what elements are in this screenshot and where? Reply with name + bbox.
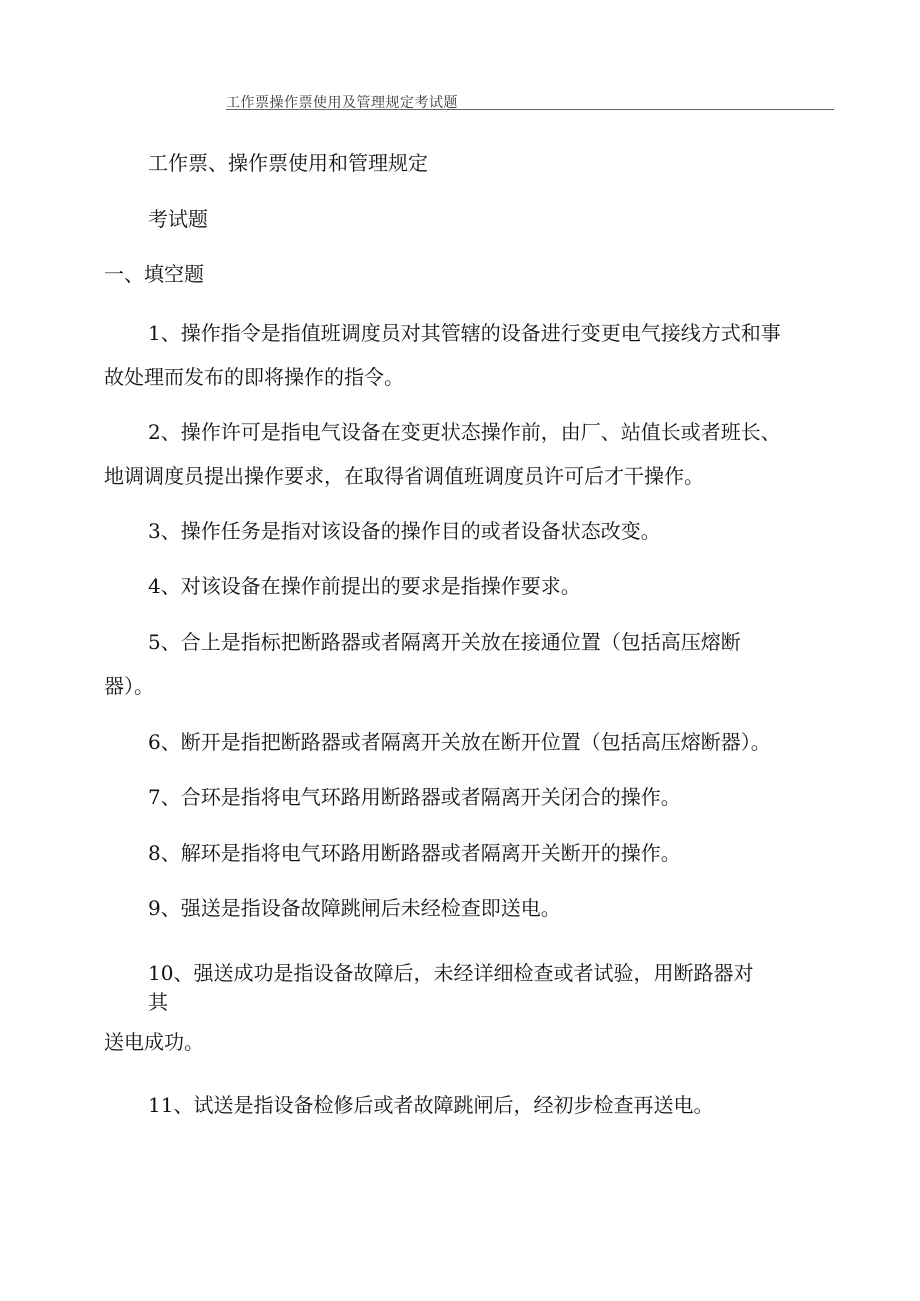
item-4: 4、对该设备在操作前提出的要求是指操作要求。 xyxy=(148,574,581,598)
item-5-line-1: 5、合上是指标把断路器或者隔离开关放在接通位置（包括高压熔断 xyxy=(148,630,741,654)
doc-subtitle: 考试题 xyxy=(148,207,208,231)
item-9: 9、强送是指设备故障跳闸后未经检查即送电。 xyxy=(148,896,561,920)
item-10-line-1: 10、强送成功是指设备故障后，未经详细检查或者试验，用断路器对 xyxy=(148,961,754,985)
section-heading: 一、填空题 xyxy=(104,262,204,286)
item-10-line-3: 送电成功。 xyxy=(104,1030,204,1054)
item-3: 3、操作任务是指对该设备的操作目的或者设备状态改变。 xyxy=(148,519,661,543)
item-5-line-2: 器）。 xyxy=(104,674,154,698)
item-7: 7、合环是指将电气环路用断路器或者隔离开关闭合的操作。 xyxy=(148,785,681,809)
item-2-line-2: 地调调度员提出操作要求，在取得省调值班调度员许可后才干操作。 xyxy=(104,464,704,488)
item-11: 11、试送是指设备检修后或者故障跳闸后，经初步检查再送电。 xyxy=(148,1093,714,1117)
item-1-line-2: 故处理而发布的即将操作的指令。 xyxy=(104,365,404,389)
doc-title: 工作票、操作票使用和管理规定 xyxy=(148,151,428,175)
item-2-line-1: 2、操作许可是指电气设备在变更状态操作前，由厂、站值长或者班长、 xyxy=(148,420,781,444)
item-6: 6、断开是指把断路器或者隔离开关放在断开位置（包括高压熔断器）。 xyxy=(148,730,771,754)
header-rule xyxy=(226,109,834,110)
running-header: 工作票操作票使用及管理规定考试题 xyxy=(226,95,458,111)
item-1-line-1: 1、操作指令是指值班调度员对其管辖的设备进行变更电气接线方式和事 xyxy=(148,321,781,345)
item-8: 8、解环是指将电气环路用断路器或者隔离开关断开的操作。 xyxy=(148,841,681,865)
item-10-line-2: 其 xyxy=(148,990,168,1014)
